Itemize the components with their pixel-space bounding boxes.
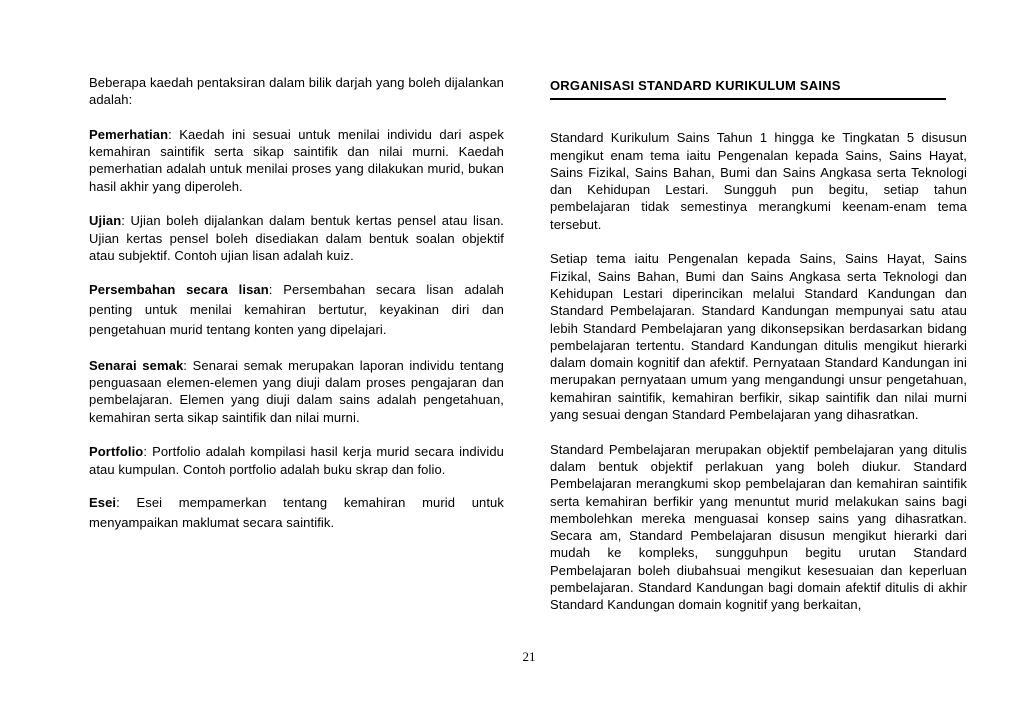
method-term: Senarai semak — [89, 357, 184, 373]
method-ujian — [89, 212, 504, 264]
section-heading: ORGANISASI STANDARD KURIKULUM SAINS — [550, 74, 946, 100]
body-paragraph: Standard Pembelajaran merupakan objektif pembelajaran yang ditulis dalam bentuk objektif perlakuan yang boleh diukur. Standard Pembelajaran merangkumi skop pembelajaran dan kemahiran saintifik serta kemahiran berfikir yang menuntut murid melakukan sains bagi membolehkan mereka menguasai konsep sains yang dihasratkan. Secara am, Standard Pembelajaran disusun mengikut hierarki dari mudah ke kompleks, sungguhpun begitu urutan Standard Pembelajaran boleh diubahsuai mengikut kesesuaian dan keperluan pembelajaran. Standard Kandungan bagi domain afektif ditulis di akhir Standard Kandungan domain kognitif yang berkaitan, — [550, 441, 967, 613]
method-term: Ujian — [89, 213, 122, 229]
right-column — [550, 74, 967, 631]
page-number: 21 — [522, 649, 536, 664]
method-text: : Senarai semak merupakan laporan individu tentang penguasaan elemen-elemen yang diuji dalam proses pengajaran dan pembelajaran. Elemen yang diuji dalam sains adalah pengetahuan, kemahiran serta sikap saintifik dan nilai murni. — [89, 357, 504, 425]
method-text: : Kaedah ini sesuai untuk menilai individu dari aspek kemahiran saintifik serta sikap saintifik dan nilai murni. Kaedah pemerhatian adalah untuk menilai proses yang dilakukan murid, bukan hasil akhir yang diperoleh. — [89, 126, 504, 194]
method-esei — [89, 493, 504, 533]
method-text: : Ujian boleh dijalankan dalam bentuk kertas pensel atau lisan. Ujian kertas pensel boleh disediakan dalam bentuk soalan objektif atau subjektif. Contoh ujian lisan adalah kuiz. — [89, 213, 504, 263]
method-text: : Portfolio adalah kompilasi hasil kerja murid secara individu atau kumpulan. Contoh portfolio adalah buku skrap dan folio. — [89, 444, 504, 477]
method-portfolio — [89, 443, 504, 478]
method-term: Pemerhatian — [89, 126, 169, 142]
method-term: Portfolio — [89, 444, 144, 460]
method-term: Esei — [89, 495, 117, 511]
method-persembahan-lisan — [89, 280, 504, 340]
method-term: Persembahan secara lisan — [89, 281, 269, 297]
intro-paragraph: Beberapa kaedah pentaksiran dalam bilik darjah yang boleh dijalankan adalah: — [89, 75, 504, 108]
body-paragraph: Standard Kurikulum Sains Tahun 1 hingga ke Tingkatan 5 disusun mengikut enam tema iaitu Pengenalan kepada Sains, Sains Hayat, Sains Fizikal, Sains Bahan, Bumi dan Sains Angkasa serta Teknologi dan Kehidupan Lestari. Sungguh pun begitu, setiap tahun pembelajaran tidak semestinya merangkumi keenam-enam tema tersebut. — [550, 130, 967, 232]
method-text: : Esei mempamerkan tentang kemahiran murid untuk menyampaikan maklumat secara saintifik. — [89, 495, 504, 531]
method-senarai-semak — [89, 357, 504, 426]
method-pemerhatian — [89, 126, 504, 195]
method-text: : Persembahan secara lisan adalah penting untuk menilai kemahiran bertutur, keyakinan diri dan pengetahuan murid tentang konten yang dipelajari. — [89, 281, 504, 337]
left-column — [89, 74, 504, 551]
heading-spacer — [550, 100, 967, 129]
body-paragraph: Setiap tema iaitu Pengenalan kepada Sains, Sains Hayat, Sains Fizikal, Sains Bahan, Bumi dan Sains Angkasa serta Teknologi dan Kehidupan Lestari diperincikan melalui Standard Kandungan dan Standard Pembelajaran. Standard Kandungan mempunyai satu atau lebih Standard Pembelajaran yang dikonsepsikan berdasarkan bidang pembelajaran tertentu. Standard Kandungan ditulis mengikut hierarki dalam domain kognitif dan afektif. Pernyataan Standard Kandungan ini merupakan pernyataan umum yang mengandungi unsur pengetahuan, kemahiran saintifik, kemahiran berfikir, sikap saintifik dan nilai murni yang sesuai dengan Standard Pembelajaran yang dihasratkan. — [550, 251, 967, 423]
